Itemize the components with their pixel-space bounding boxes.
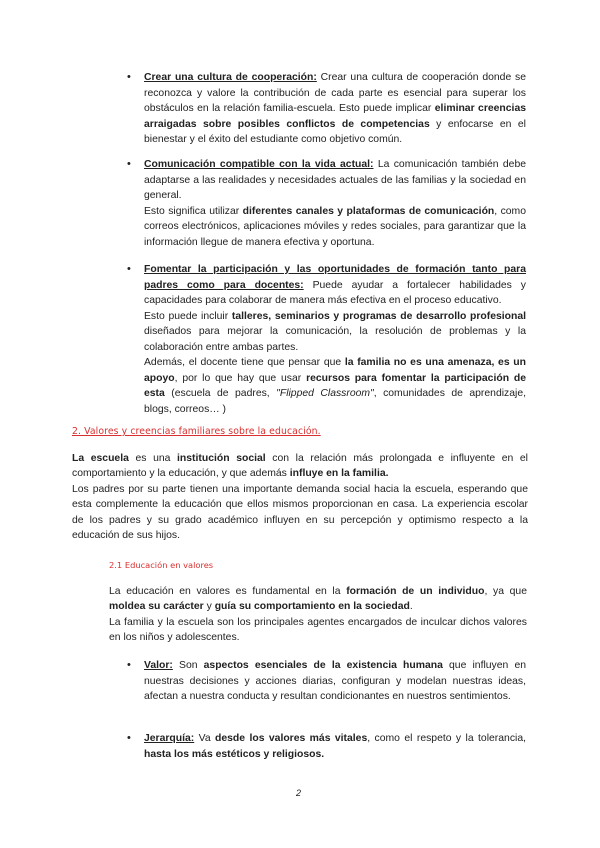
bullet-title: Valor: [144, 660, 173, 671]
bullet-marker: • [127, 732, 131, 744]
bullet-marker: • [127, 263, 131, 275]
bullet-comunicacion: • Comunicación compatible con la vida actual: La comunicación también debe adaptarse a las realidades y necesidades actuales de las familias y la sociedad en general. Esto significa utilizar diferentes canales y plataformas de comunicación, como correos electrónicos, aplicaciones móviles y redes sociales, para garantizar que la información llegue de manera efectiva y oportuna. [127, 158, 527, 248]
bullet-jerarquia: • Jerarquía: Va desde los valores más vitales, como el respeto y la tolerancia, hasta los más estéticos y religiosos. [127, 732, 526, 760]
bullet-title: Comunicación compatible con la vida actual: [144, 159, 374, 170]
bullet-fomentar-participacion: • Fomentar la participación y las oportunidades de formación tanto para padres como para docentes: Puede ayudar a fortalecer habilidades y capacidades para colaborar de manera más efectiva en el proceso educativo. Esto puede incluir talleres, seminarios y programas de desarrollo profesional diseñados para mejorar la comunicación, la resolución de problemas y la colaboración entre ambas partes. Además, el docente tiene que pensar que la familia no es una amenaza, es un apoyo, por lo que hay que usar recursos para fomentar la participación de esta (escuela de padres, "Flipped Classroom", comunidades de aprendizaje, blogs, correos… ) [127, 263, 526, 415]
bullet-title: Crear una cultura de cooperación: [144, 72, 317, 83]
page-number: 2 [296, 788, 302, 798]
subsection-heading: 2.1 Educación en valores [109, 560, 214, 570]
section-heading: 2. Valores y creencias familiares sobre la educación. [72, 426, 321, 437]
bullet-valor: • Valor: Son aspectos esenciales de la existencia humana que influyen en nuestras decisiones y acciones diarias, configuran y modelan nuestras ideas, afectan a nuestra conducta y resultan condicionantes en nuestros sentimientos. [127, 659, 527, 702]
bullet-title: Jerarquía: [144, 733, 195, 744]
bullet-cultura-cooperacion: • Crear una cultura de cooperación: Crear una cultura de cooperación donde se reconozca y valore la contribución de cada parte es esencial para superar los obstáculos en la relación familia-escuela. Esto puede implicar eliminar creencias arraigadas sobre posibles conflictos de competencias y enfocarse en el bienestar y el éxito del estudiante como objetivo común. [127, 71, 527, 145]
bullet-marker: • [127, 659, 131, 671]
bullet-marker: • [127, 71, 131, 83]
section-body: La escuela es una institución social con la relación más prolongada e influyente en el comportamiento y la educación, y que además influye en la familia. Los padres por su parte tienen una importante demanda social hacia la escuela, esperando que esta complemente la educación que ellos mismos proporcionan en casa. La experiencia escolar de los padres y su grado académico influyen en su percepción y optimismo respecto a la educación de sus hijos. [72, 453, 528, 542]
subsection-body: La educación en valores es fundamental en la formación de un individuo, ya que moldea su carácter y guía su comportamiento en la sociedad. La familia y la escuela son los principales agentes encargados de inculcar dichos valores en los niños y adolescentes. [109, 586, 527, 644]
bullet-title: Fomentar la participación y las oportunidades de formación tanto para padres como para docentes: [144, 264, 526, 291]
bullet-marker: • [127, 158, 131, 170]
